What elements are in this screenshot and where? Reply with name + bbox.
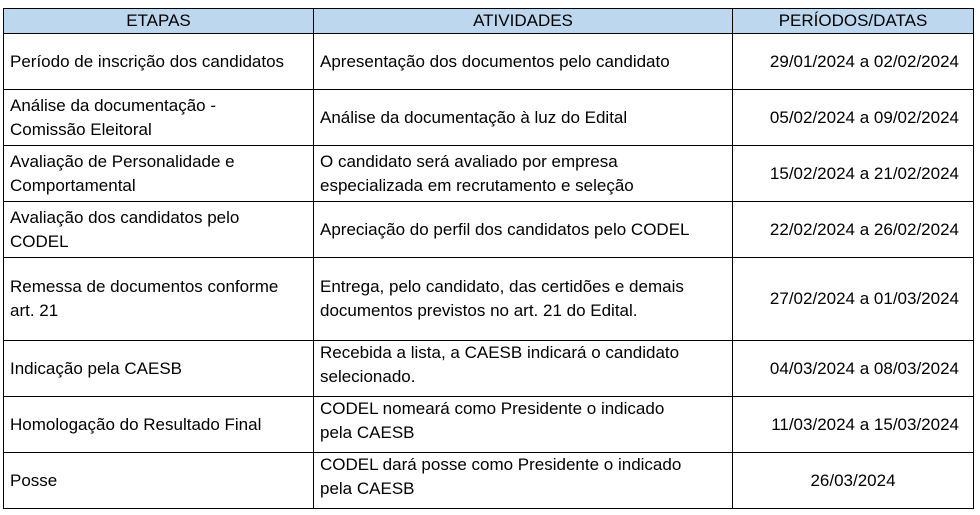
header-periodos: PERÍODOS/DATAS: [733, 9, 974, 34]
header-atividades: ATIVIDADES: [314, 9, 733, 34]
atividade-line-2: pela CAESB: [320, 479, 415, 498]
periodo-cell: 04/03/2024 a 08/03/2024: [733, 341, 974, 397]
etapa-line-2: CODEL: [10, 231, 69, 251]
etapa-line-1: Avaliação dos candidatos pelo: [10, 207, 240, 227]
etapa-text: Homologação do Resultado Final: [10, 414, 262, 434]
atividade-line-1: Recebida a lista, a CAESB indicará o candidato: [320, 343, 680, 362]
header-row: [4, 9, 974, 34]
atividade-line-1: CODEL nomeará como Presidente o indicado: [320, 399, 665, 418]
etapa-cell: [4, 258, 314, 341]
periodo-cell: 05/02/2024 a 09/02/2024: [733, 90, 974, 146]
periodo-cell: 11/03/2024 a 15/03/2024: [733, 397, 974, 453]
atividade-cell: [314, 258, 733, 341]
atividade-cell: [314, 397, 733, 453]
atividade-line-1: Entrega, pelo candidato, das certidões e demais: [320, 277, 684, 296]
etapa-line-2: art. 21: [10, 301, 59, 320]
table-row: [4, 202, 974, 258]
atividade-cell: [314, 146, 733, 202]
etapa-cell: [4, 397, 314, 453]
atividade-line-2: selecionado.: [320, 367, 416, 386]
atividade-line-1: O candidato será avaliado por empresa: [320, 151, 618, 171]
etapa-cell: [4, 341, 314, 397]
atividade-text: Apreciação do perfil dos candidatos pelo CODEL: [320, 219, 690, 239]
atividade-cell: [314, 202, 733, 258]
etapa-cell: [4, 146, 314, 202]
periodo-cell: 15/02/2024 a 21/02/2024: [733, 146, 974, 202]
periodo-cell: 26/03/2024: [733, 453, 974, 509]
table-row: [4, 258, 974, 341]
atividade-text: Análise da documentação à luz do Edital: [320, 107, 628, 127]
periodo-cell: 27/02/2024 a 01/03/2024: [733, 258, 974, 341]
atividade-line-2: pela CAESB: [320, 423, 415, 442]
atividade-line-1: CODEL dará posse como Presidente o indicado: [320, 455, 682, 474]
table-row: [4, 90, 974, 146]
etapa-cell: [4, 202, 314, 258]
etapa-cell: [4, 34, 314, 90]
table-row: [4, 146, 974, 202]
atividade-cell: [314, 341, 733, 397]
etapa-text: Período de inscrição dos candidatos: [10, 51, 285, 71]
periodo-cell: 22/02/2024 a 26/02/2024: [733, 202, 974, 258]
table-row: [4, 453, 974, 509]
atividade-cell: [314, 34, 733, 90]
etapa-line-2: Comissão Eleitoral: [10, 119, 152, 139]
periodo-cell: 29/01/2024 a 02/02/2024: [733, 34, 974, 90]
atividade-cell: [314, 90, 733, 146]
etapa-text: Indicação pela CAESB: [10, 358, 182, 378]
table-row: [4, 397, 974, 453]
etapa-line-1: Remessa de documentos conforme: [10, 277, 279, 296]
atividade-text: Apresentação dos documentos pelo candidato: [320, 51, 670, 71]
table-row: [4, 34, 974, 90]
atividade-cell: [314, 453, 733, 509]
schedule-table: [3, 8, 974, 509]
etapa-line-1: Avaliação de Personalidade e: [10, 151, 235, 171]
etapa-text: Posse: [10, 470, 58, 490]
etapa-cell: [4, 90, 314, 146]
etapa-line-1: Análise da documentação -: [10, 95, 217, 115]
etapa-cell: [4, 453, 314, 509]
header-etapas: ETAPAS: [4, 9, 314, 34]
atividade-line-2: especializada em recrutamento e seleção: [320, 175, 634, 195]
table-row: [4, 341, 974, 397]
atividade-line-2: documentos previstos no art. 21 do Edital.: [320, 301, 638, 320]
etapa-line-2: Comportamental: [10, 175, 136, 195]
